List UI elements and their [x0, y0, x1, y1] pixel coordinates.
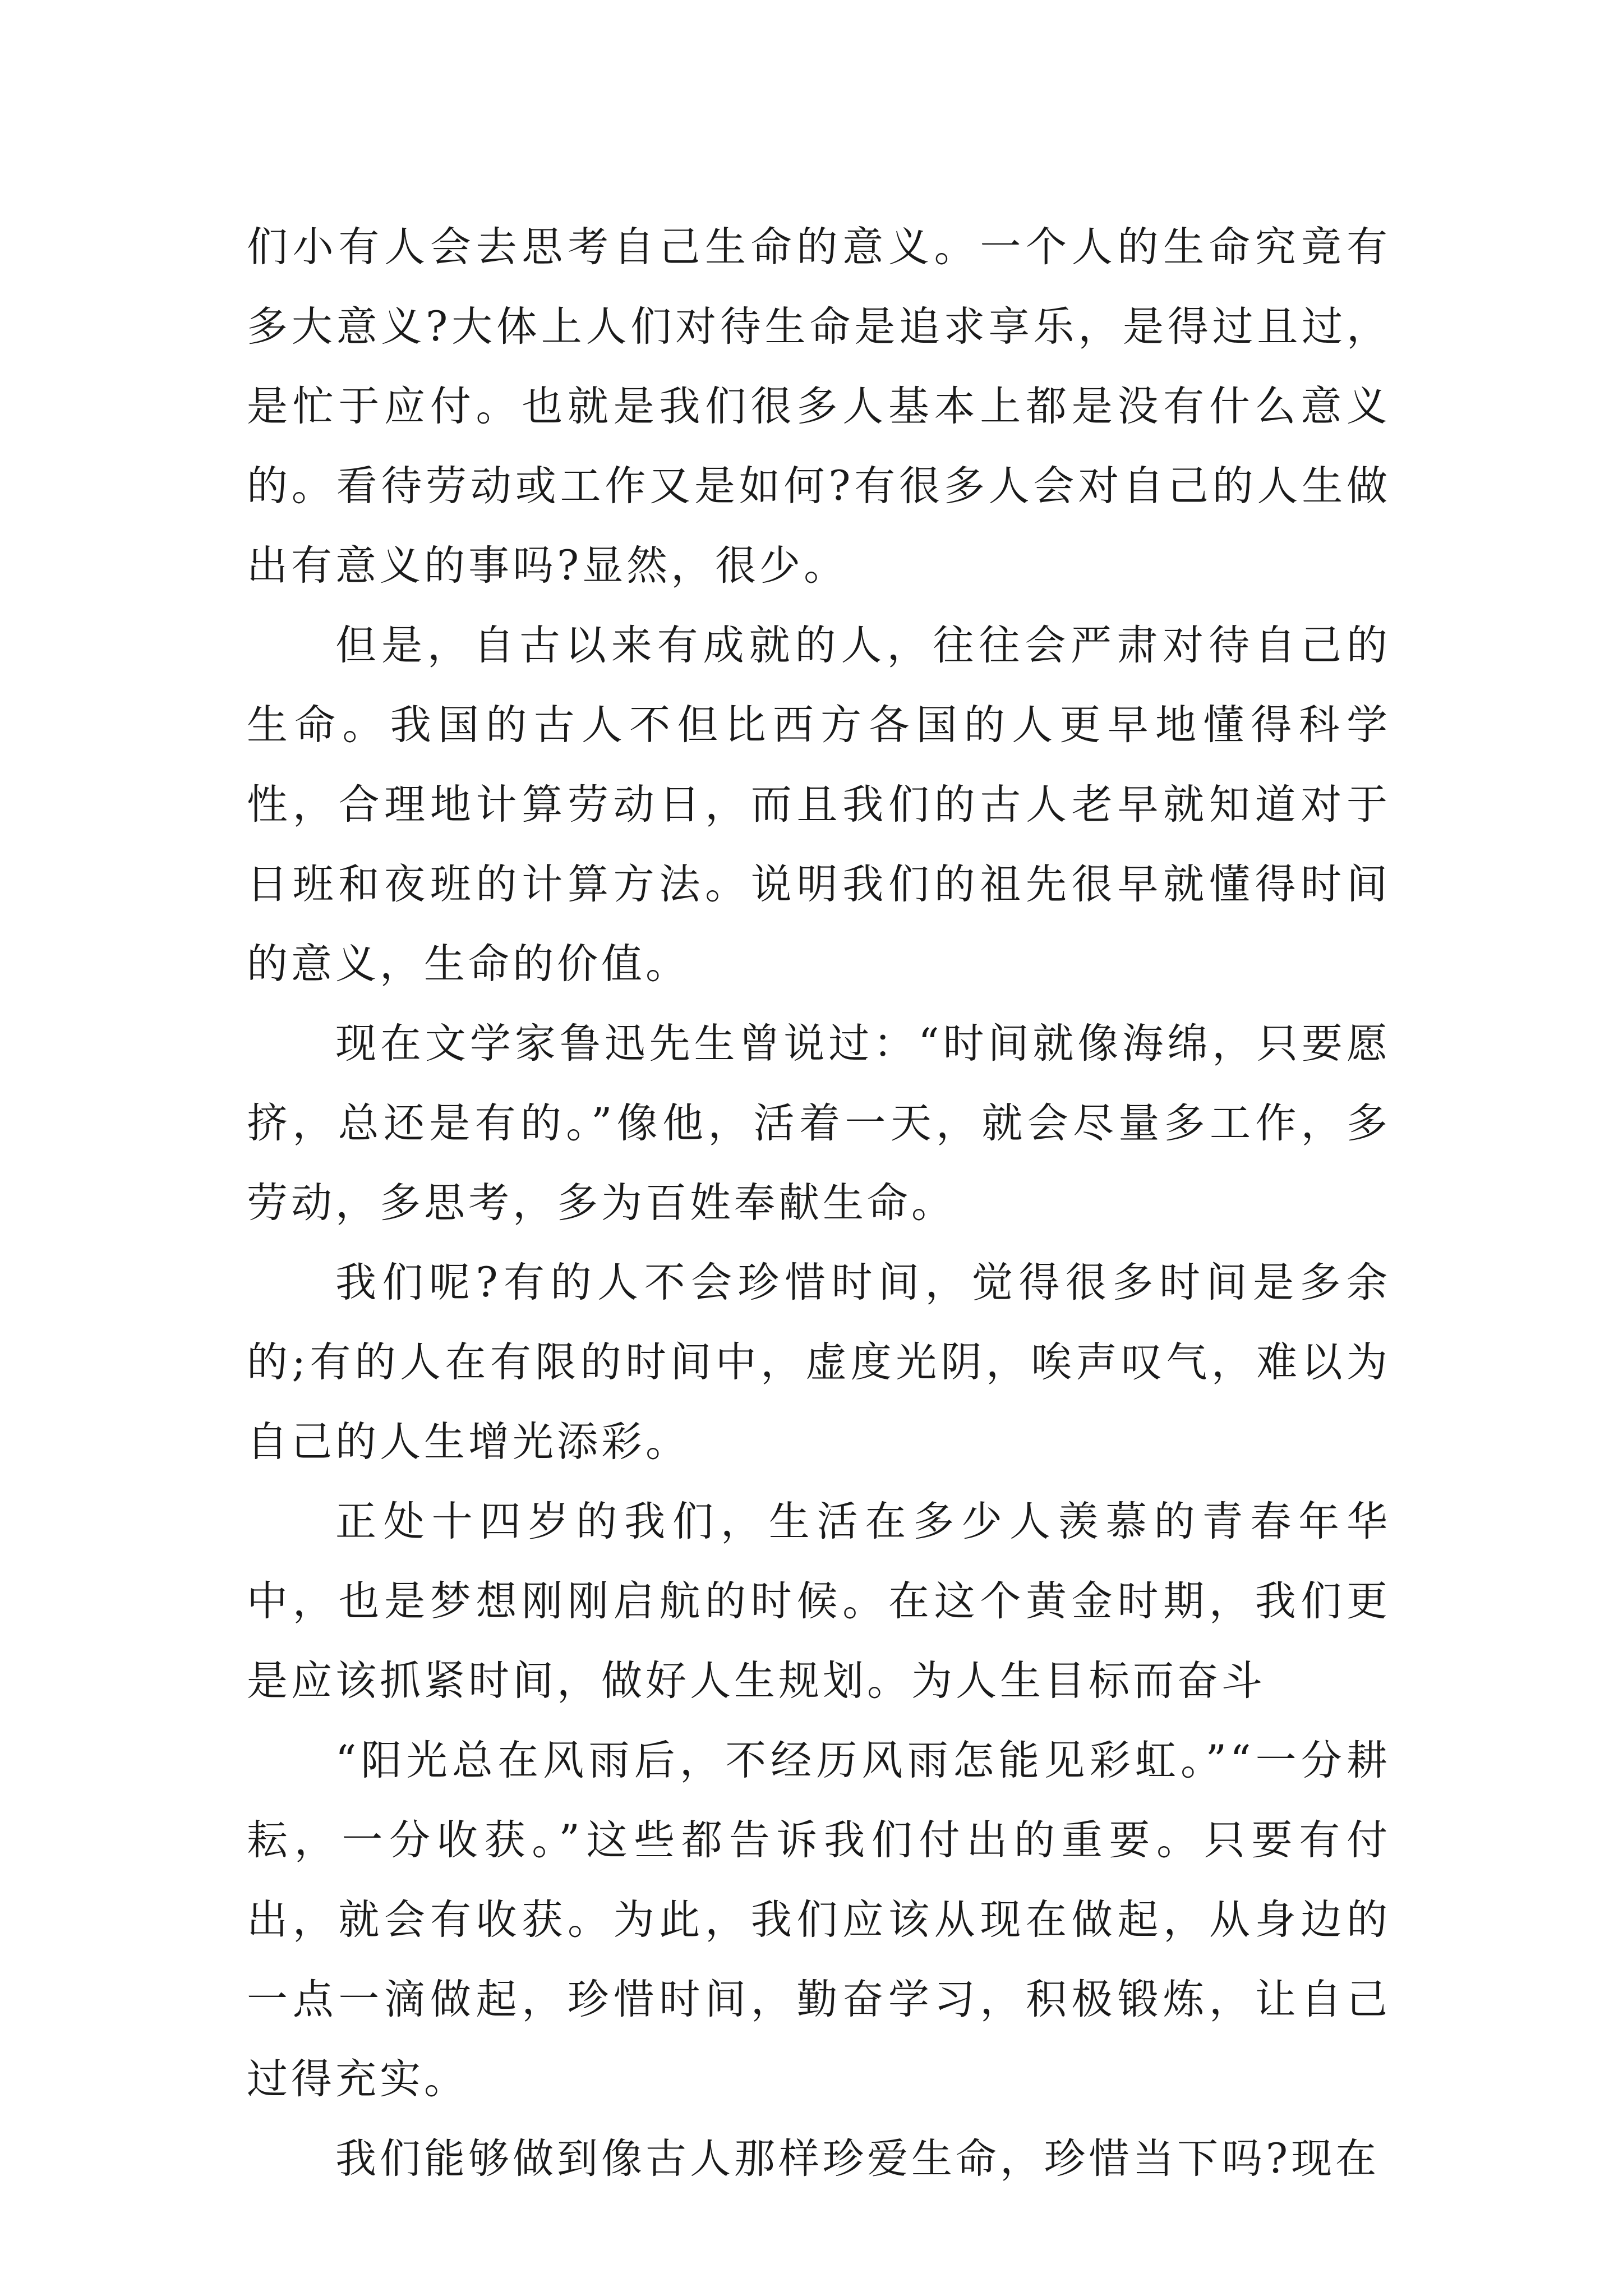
- paragraph-4: 我们呢?有的人不会珍惜时间，觉得很多时间是多余的;有的人在有限的时间中，虚度光阴，唉声叹气，难以为自己的人生增光添彩。: [247, 1259, 1391, 1466]
- paragraph-2: 但是，自古以来有成就的人，往往会严肃对待自己的生命。我国的古人不但比西方各国的人更早地懂得科学性，合理地计算劳动日，而且我们的古人老早就知道对于日班和夜班的计算方法。说明我们的祖先很早就懂得时间的意义，生命的价值。: [247, 622, 1391, 988]
- paragraph-1: 们小有人会去思考自己生命的意义。一个人的生命究竟有多大意义?大体上人们对待生命是追求享乐，是得过且过，是忙于应付。也就是我们很多人基本上都是没有什么意义的。看待劳动或工作又是如何?有很多人会对自己的人生做出有意义的事吗?显然，很少。: [247, 223, 1391, 590]
- paragraph-6: “阳光总在风雨后，不经历风雨怎能见彩虹。”“一分耕耘，一分收获。”这些都告诉我们付出的重要。只要有付出，就会有收获。为此，我们应该从现在做起，从身边的一点一滴做起，珍惜时间，勤奋学习，积极锻炼，让自己过得充实。: [247, 1737, 1391, 2103]
- document-body: [247, 208, 1391, 2199]
- paragraph-7: 我们能够做到像古人那样珍爱生命，珍惜当下吗?现在: [335, 2135, 1380, 2183]
- paragraph-3: 现在文学家鲁迅先生曾说过：“时间就像海绵，只要愿挤，总还是有的。”像他，活着一天，就会尽量多工作，多劳动，多思考，多为百姓奉献生命。: [247, 1020, 1391, 1227]
- paragraph-5: 正处十四岁的我们，生活在多少人羡慕的青春年华中，也是梦想刚刚启航的时候。在这个黄金时期，我们更是应该抓紧时间，做好人生规划。为人生目标而奋斗: [247, 1498, 1391, 1705]
